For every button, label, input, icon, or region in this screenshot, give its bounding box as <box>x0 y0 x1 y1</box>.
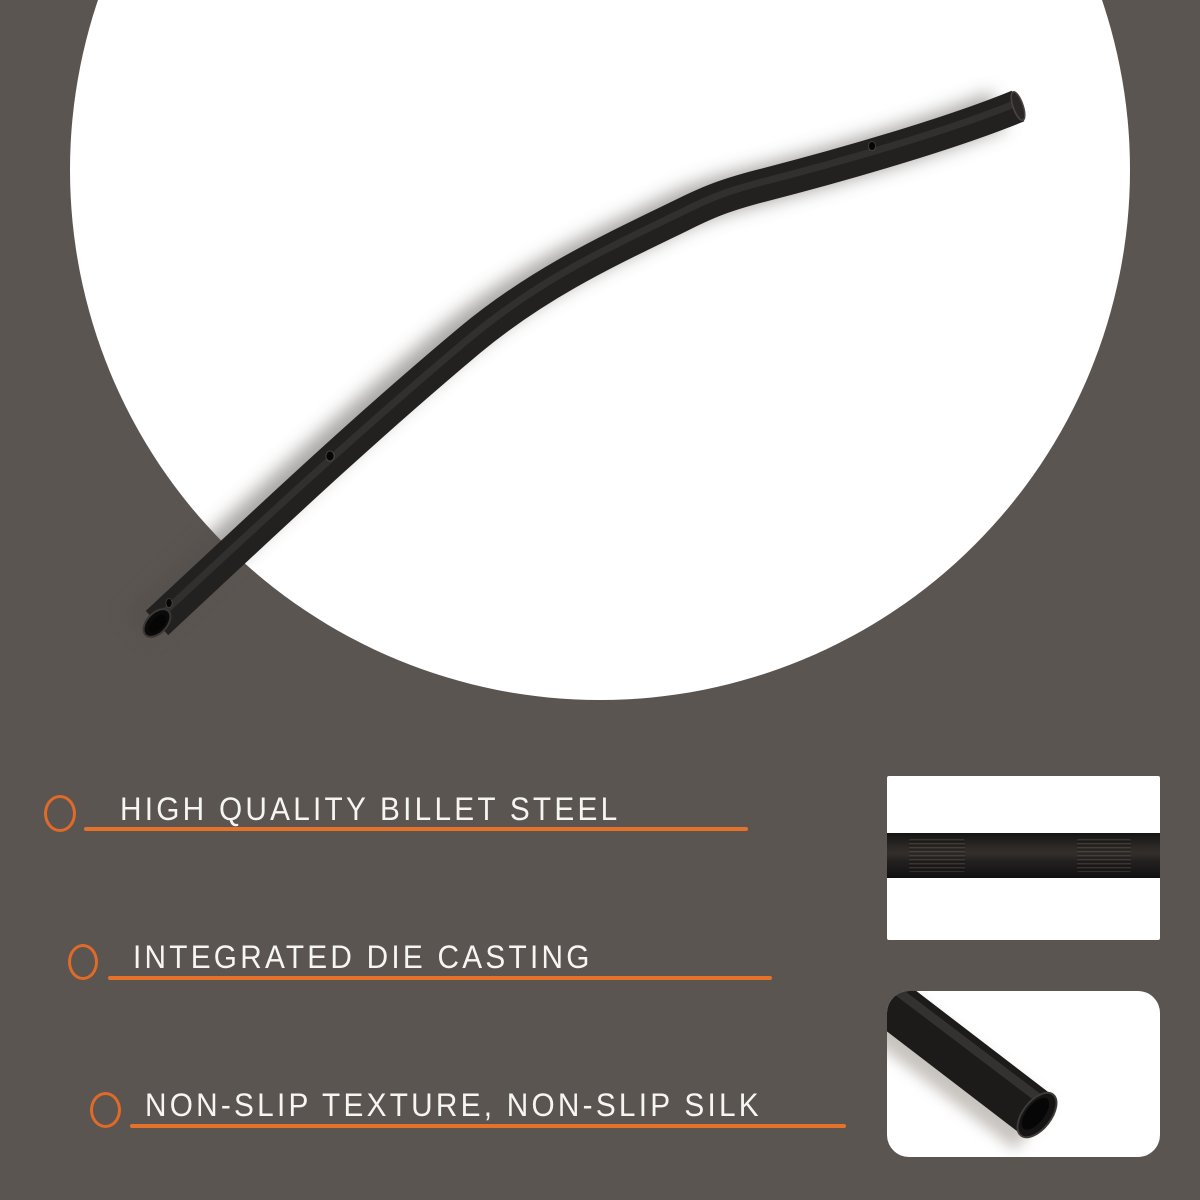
handlebar-shadow <box>137 110 998 627</box>
knurled-bar-closeup <box>887 833 1160 878</box>
tube-end-closeup <box>887 991 1160 1157</box>
bullet-circle-icon <box>44 795 76 832</box>
bullet-circle-icon <box>90 1092 121 1128</box>
feature-label: INTEGRATED DIE CASTING <box>133 939 593 975</box>
handlebar-tube <box>157 106 1018 623</box>
feature-underline <box>108 976 772 980</box>
detail-photo-knurled-section <box>887 776 1160 940</box>
feature-underline <box>130 1124 846 1128</box>
feature-underline <box>84 827 748 831</box>
mounting-hole-3 <box>869 142 876 151</box>
handlebar-sheen <box>160 104 1014 616</box>
knurl-texture-patch <box>1077 839 1131 872</box>
mounting-hole-1 <box>326 451 334 461</box>
feature-label: HIGH QUALITY BILLET STEEL <box>120 791 621 827</box>
feature-label: NON-SLIP TEXTURE, NON-SLIP SILK <box>145 1087 762 1123</box>
mounting-hole-2 <box>166 599 172 608</box>
knurl-texture-patch <box>909 839 965 872</box>
detail-photo-tube-end <box>887 991 1160 1157</box>
bullet-circle-icon <box>68 944 98 980</box>
